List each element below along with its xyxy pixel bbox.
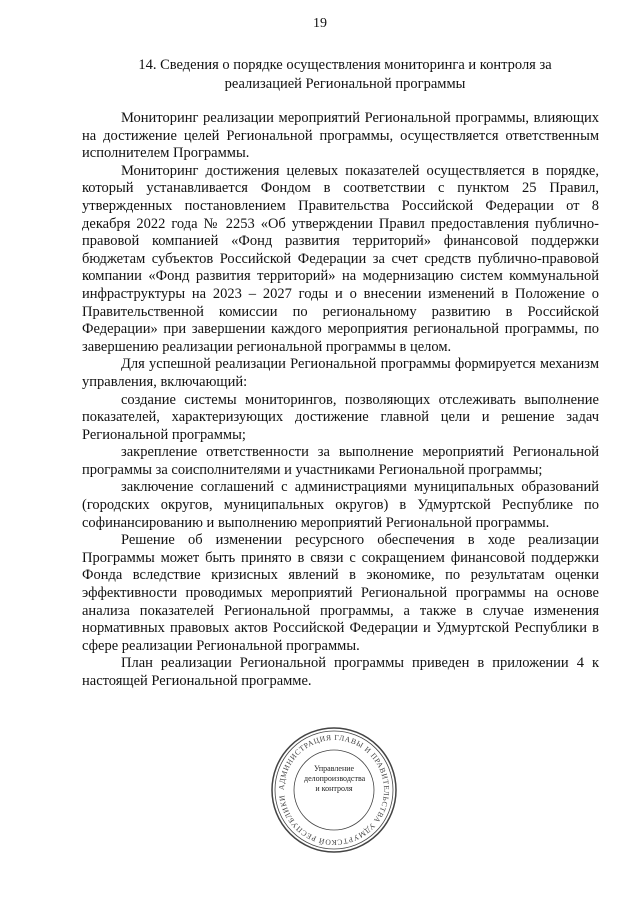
paragraph: создание системы мониторингов, позволяющих отслеживать выполнение показателей, характеризующих достижение главной цели и решение задач Региональной программы; bbox=[82, 391, 599, 443]
section-heading: 14. Сведения о порядке осуществления мониторинга и контроля за реализацией Региональной программы bbox=[138, 57, 552, 92]
official-stamp bbox=[268, 724, 400, 856]
section-body bbox=[82, 110, 599, 691]
paragraph: Для успешной реализации Региональной программы формируется механизм управления, включающий: bbox=[82, 356, 599, 390]
stamp-ring-text: АДМИНИСТРАЦИЯ ГЛАВЫ И ПРАВИТЕЛЬСТВА УДМУРТСКОЙ РЕСПУБЛИКИ bbox=[276, 732, 392, 848]
stamp-center-text: Управление делопроизводства и контроля bbox=[304, 764, 366, 793]
paragraph: заключение соглашений с администрациями муниципальных образований (городских округов, муниципальных округов) в Удмуртской Республике по софинансированию и выполнению мероприятий Региональной программы. bbox=[82, 479, 599, 531]
page-number: 19 bbox=[313, 16, 327, 31]
paragraph: Решение об изменении ресурсного обеспечения в ходе реализации Программы может быть принято в связи с сокращением финансовой поддержки Фонда вследствие кризисных явлений в экономике, по результатам оценки эффективности проводимых мероприятий Региональной программы на основе анализа показателей Региональной программы, а также в случае изменения нормативных правовых актов Российской Федерации и Удмуртской Республики в сфере реализации Региональной программы. bbox=[82, 532, 599, 654]
paragraph: Мониторинг реализации мероприятий Региональной программы, влияющих на достижение целей Региональной программы, осуществляется ответственным исполнителем Программы. bbox=[82, 110, 599, 162]
paragraph: закрепление ответственности за выполнение мероприятий Региональной программы за соисполнителями и участниками Региональной программы; bbox=[82, 444, 599, 478]
paragraph: План реализации Региональной программы приведен в приложении 4 к настоящей Региональной программе. bbox=[82, 655, 599, 689]
paragraph: Мониторинг достижения целевых показателей осуществляется в порядке, который устанавливается Фондом в соответствии с пунктом 25 Правил, утвержденных постановлением Правительства Российской Федерации от 8 декабря 2022 года № 2253 «Об утверждении Правил предоставления публично-правовой компанией «Фонд развития территорий» финансовой поддержки бюджетам субъектов Российской Федерации за счет средств публично-правовой компании «Фонд развития территорий» на модернизацию систем коммунальной инфраструктуры на 2023 – 2027 годы и о внесении изменений в Положение о Правительственной комиссии по региональному развитию в Российской Федерации» при завершении каждого мероприятия региональной программы, по завершению реализации региональной программы в целом. bbox=[82, 162, 599, 355]
